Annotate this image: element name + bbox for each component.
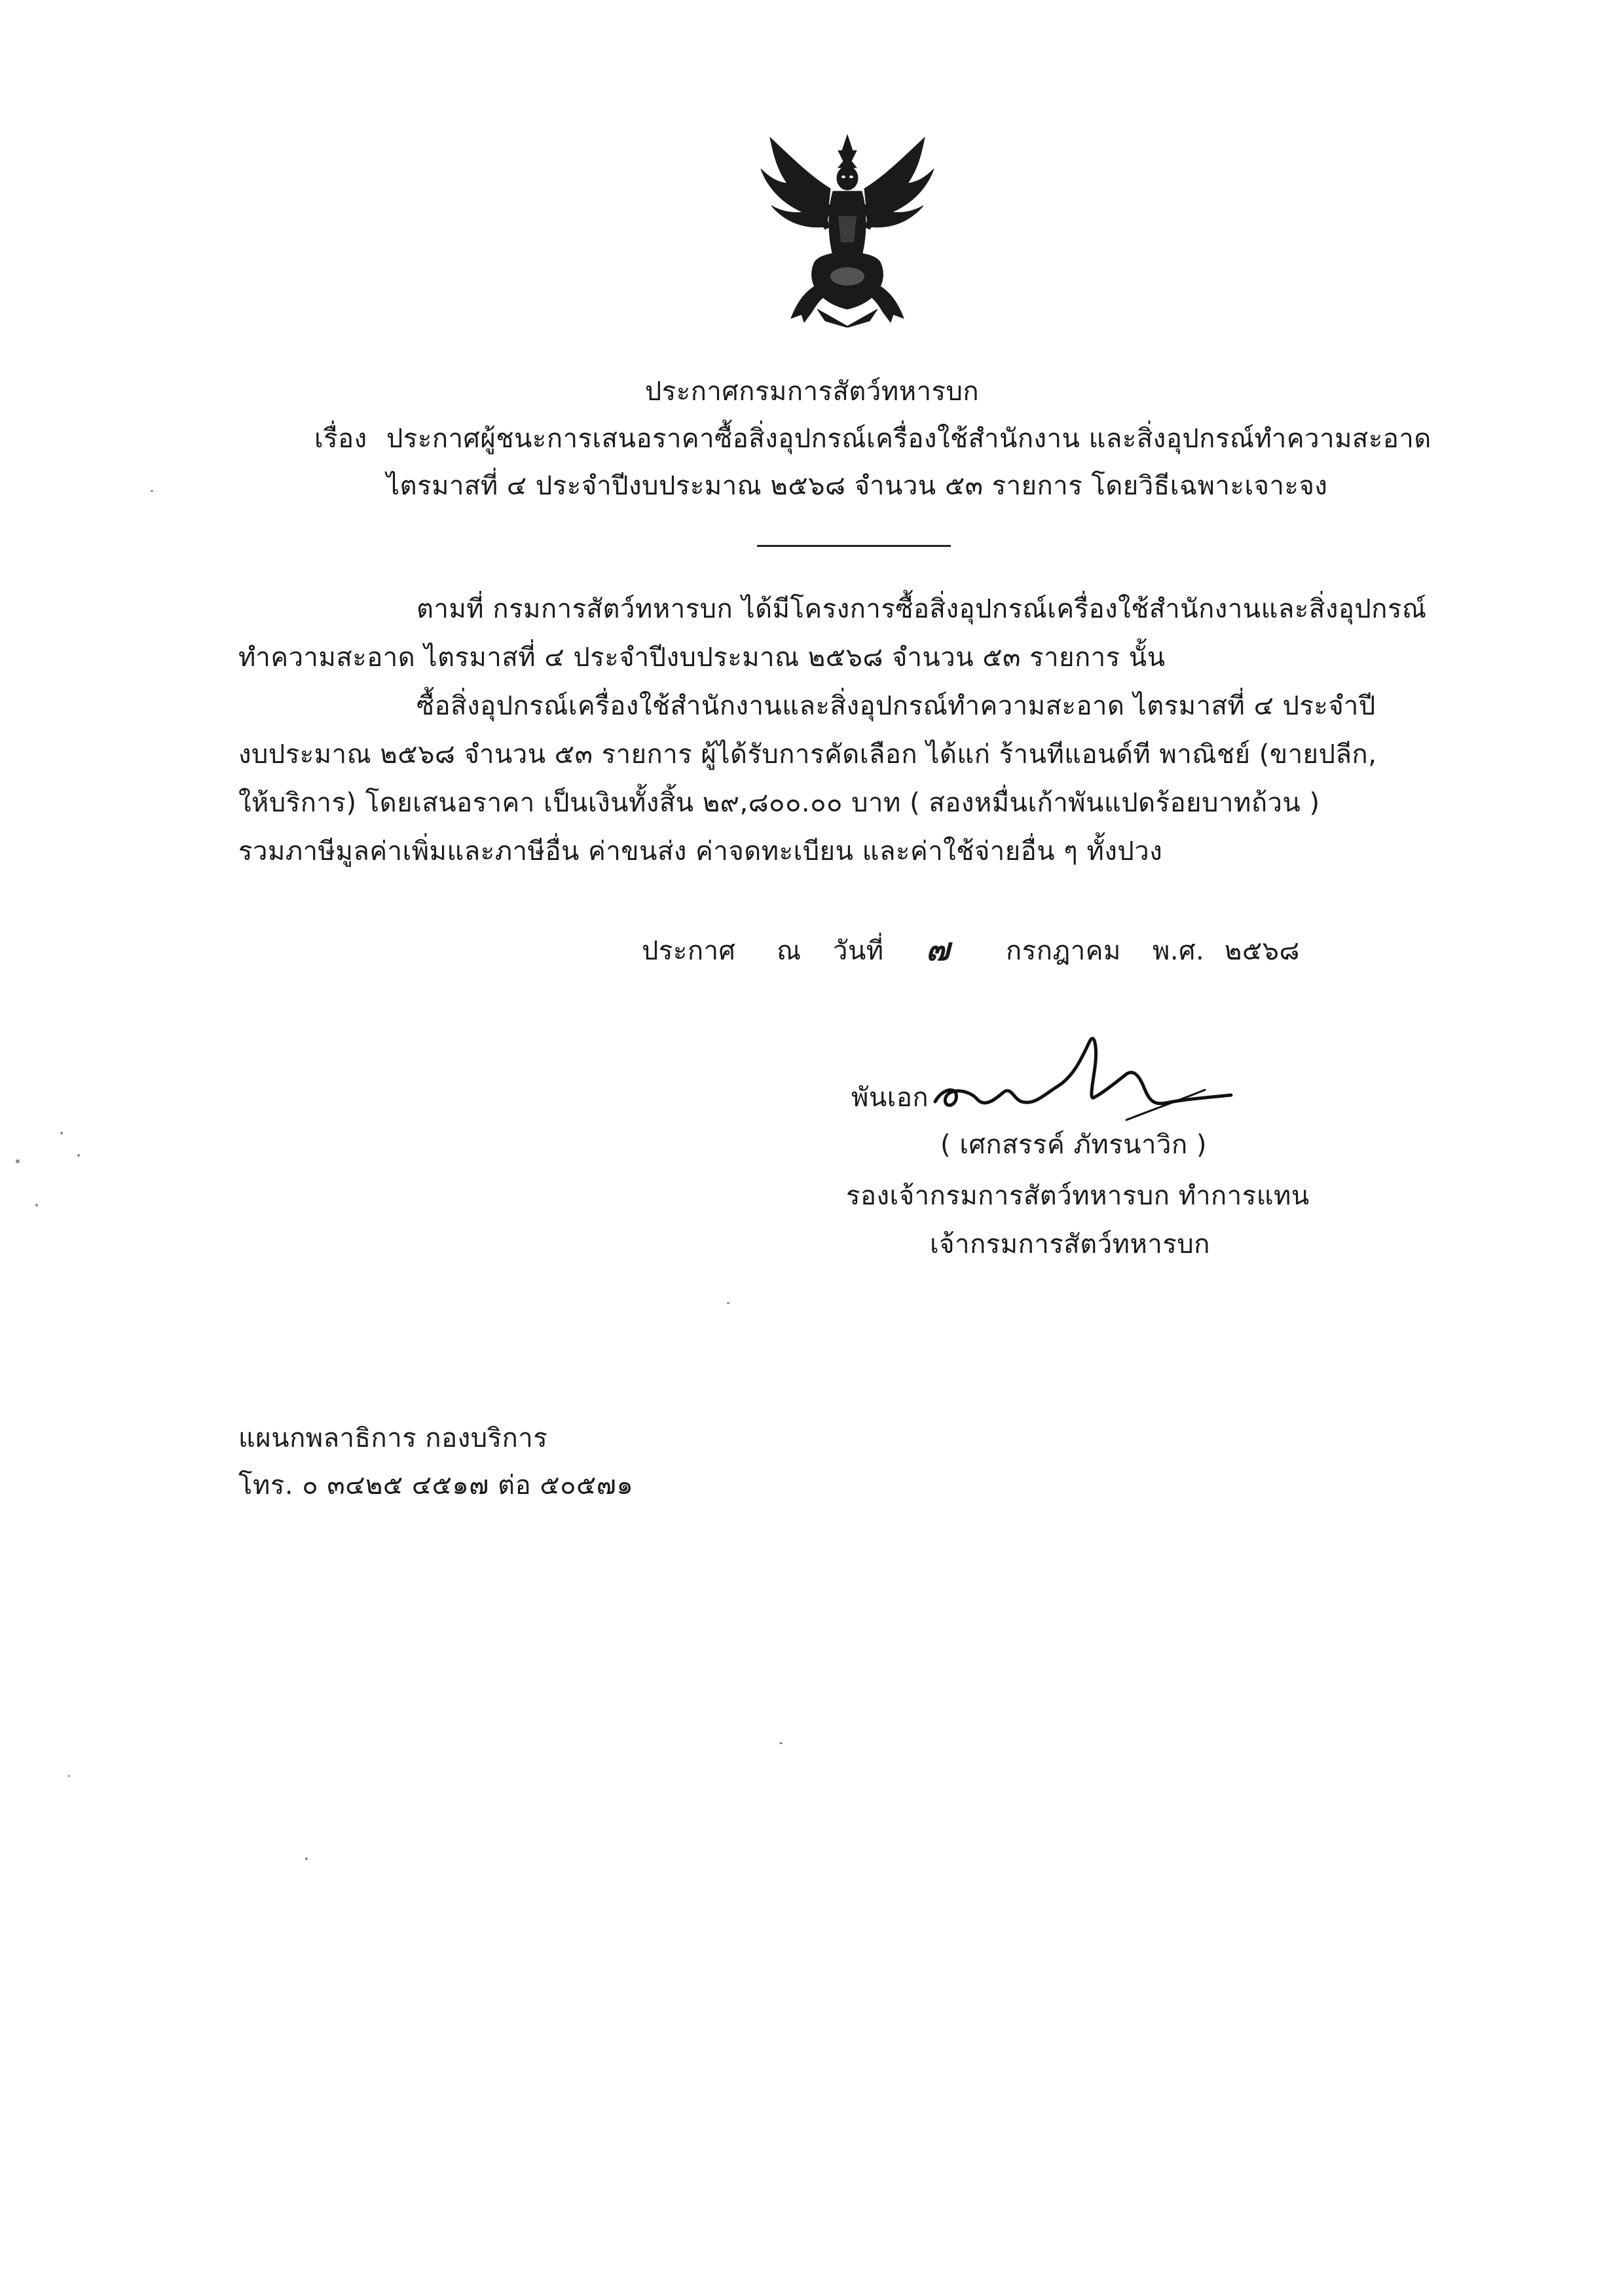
subject-label: เรื่อง <box>314 424 367 454</box>
announcement-title: ประกาศกรมการสัตว์ทหารบก <box>644 377 980 407</box>
scan-speck <box>77 1154 80 1157</box>
signer-position-line-1: รองเจ้ากรมการสัตว์ทหารบก ทำการแทน <box>846 1181 1310 1211</box>
paragraph-2-line-1: ซื้อสิ่งอุปกรณ์เครื่องใช้สำนักงานและสิ่งอุปกรณ์ทำความสะอาด ไตรมาสที่ ๔ ประจำปี <box>416 691 1376 721</box>
handwritten-signature <box>930 1022 1244 1140</box>
announce-label: ประกาศ <box>642 936 736 966</box>
garuda-emblem-icon <box>752 131 943 327</box>
subject-line-1: ประกาศผู้ชนะการเสนอราคาซื้อสิ่งอุปกรณ์เครื่องใช้สำนักงาน และสิ่งอุปกรณ์ทำความสะอาด <box>386 424 1431 454</box>
footer-phone: โทร. ๐ ๓๔๒๕ ๔๕๑๗ ต่อ ๕๐๕๗๑ <box>238 1470 634 1501</box>
header-divider <box>757 545 951 547</box>
announce-year-label: พ.ศ. <box>1153 936 1205 966</box>
announce-day-label: วันที่ <box>833 936 884 966</box>
scan-speck <box>305 1857 308 1860</box>
subject-line-2: ไตรมาสที่ ๔ ประจำปีงบประมาณ ๒๕๖๘ จำนวน ๕๓ รายการ โดยวิธีเฉพาะเจาะจง <box>386 471 1328 501</box>
scan-speck <box>35 1204 38 1206</box>
announce-month: กรกฎาคม <box>1006 936 1121 966</box>
scan-speck <box>151 490 153 492</box>
scan-speck <box>779 1742 783 1744</box>
announce-at: ณ <box>777 936 802 966</box>
paragraph-1-line-1: ตามที่ กรมการสัตว์ทหารบก ได้มีโครงการซื้อสิ่งอุปกรณ์เครื่องใช้สำนักงานและสิ่งอุปกรณ์ <box>416 594 1427 624</box>
scan-speck <box>60 1132 63 1134</box>
paragraph-2-line-2: งบประมาณ ๒๕๖๘ จำนวน ๕๓ รายการ ผู้ได้รับการคัดเลือก ได้แก่ ร้านทีแอนด์ที พาณิชย์ (ขายปลีก, <box>238 739 1377 770</box>
paragraph-2-line-4: รวมภาษีมูลค่าเพิ่มและภาษีอื่น ค่าขนส่ง ค่าจดทะเบียน และค่าใช้จ่ายอื่น ๆ ทั้งปวง <box>238 836 1163 867</box>
announce-year: ๒๕๖๘ <box>1225 936 1300 966</box>
signer-rank: พันเอก <box>851 1083 929 1113</box>
signer-position-line-2: เจ้ากรมการสัตว์ทหารบก <box>930 1229 1210 1259</box>
signer-name: ( เศกสรรค์ ภัทรนาวิก ) <box>940 1130 1207 1160</box>
scan-speck <box>68 1775 70 1777</box>
scan-speck <box>16 1159 20 1163</box>
scan-speck <box>727 1302 729 1304</box>
paragraph-1-line-2: ทำความสะอาด ไตรมาสที่ ๔ ประจำปีงบประมาณ ๒๕๖๘ จำนวน ๕๓ รายการ นั้น <box>238 643 1166 673</box>
paragraph-2-line-3: ให้บริการ) โดยเสนอราคา เป็นเงินทั้งสิ้น ๒๙,๘๐๐.๐๐ บาท ( สองหมื่นเก้าพันแปดร้อยบาทถ้วน ) <box>238 788 1320 818</box>
footer-department: แผนกพลาธิการ กองบริการ <box>238 1423 548 1453</box>
announce-day: ๗ <box>926 931 950 968</box>
